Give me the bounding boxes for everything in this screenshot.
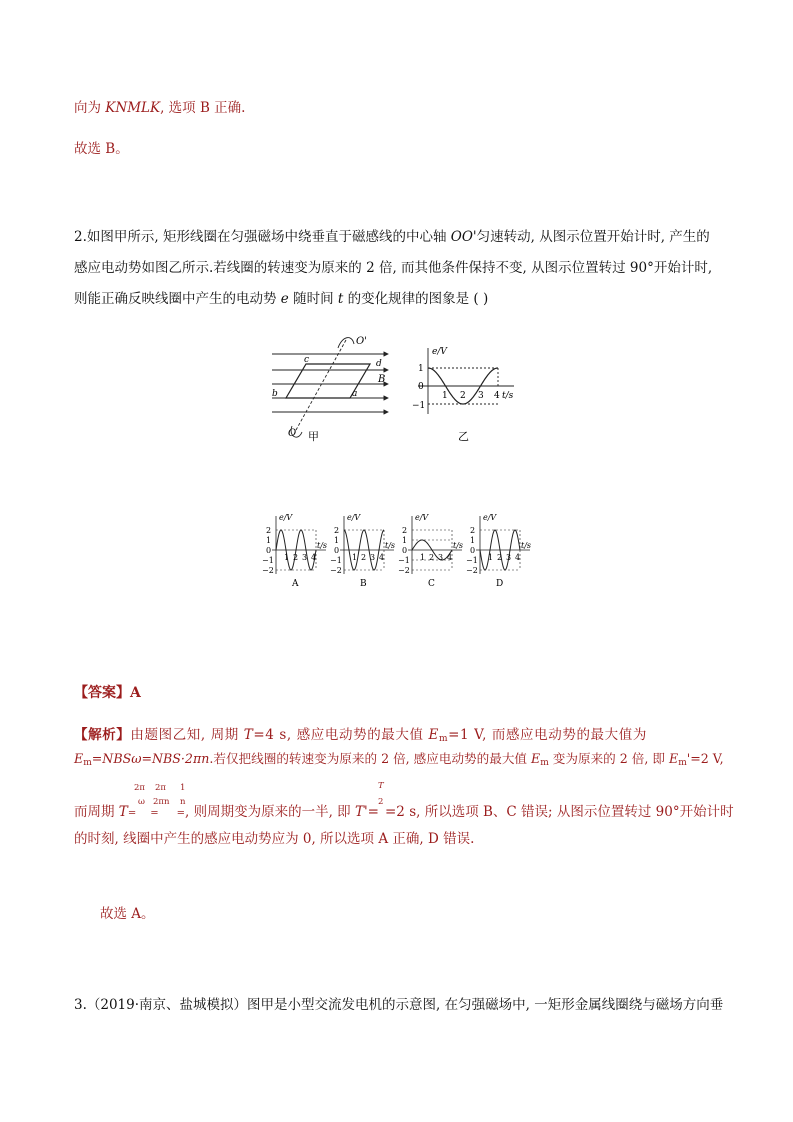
rotation-axis: [296, 340, 346, 430]
ytick-label: 2: [470, 526, 476, 535]
analysis-line-3: 而周期 T= = =, 则周期变为原来的一半, 即 T'= =2 s, 所以选项 B、C 错误; 从图示位置转过 90°开始计时: [74, 804, 734, 820]
ylabel: e/V: [483, 513, 497, 522]
xlabel: t/s: [317, 541, 328, 550]
yi-xtick-4: 4: [494, 391, 500, 401]
xtick-label: 4: [447, 553, 453, 562]
yi-ytick-1: 1: [418, 364, 424, 374]
ytick-label: −1: [466, 556, 478, 565]
option-letter: A: [292, 579, 299, 589]
xtick-label: 3: [438, 553, 444, 562]
analysis-line-4: 的时刻, 线圈中产生的感应电动势应为 0, 所以选项 A 正确, D 错误.: [74, 831, 475, 847]
frac-2pin: 2πn: [153, 797, 170, 807]
figure-jia: [268, 332, 394, 446]
xtick-label: 2: [429, 553, 435, 562]
frac-n: n: [180, 797, 186, 807]
xtick-label: 3: [370, 553, 376, 562]
ytick-label: 0: [266, 546, 272, 555]
ytick-label: 1: [334, 536, 340, 545]
ytick-label: 1: [402, 536, 408, 545]
corner-c: c: [304, 355, 310, 365]
figure-yi: [408, 340, 520, 448]
xtick-label: 1: [420, 553, 426, 562]
corner-d: d: [376, 359, 382, 369]
question-3-line-1: 3.（2019·南京、盐城模拟）图甲是小型交流发电机的示意图, 在匀强磁场中, 一矩形金属线圈绕与磁场方向垂: [74, 997, 724, 1013]
ytick-label: 2: [402, 526, 408, 535]
frac-T: T: [378, 781, 384, 791]
corner-a: a: [352, 389, 358, 399]
frac-2: 2: [378, 797, 384, 807]
analysis-line-1: 【解析】由题图乙知, 周期 T=4 s, 感应电动势的最大值 $E_m=1$ V, 而感应电动势的最大值为: [74, 727, 647, 744]
ytick-label: −2: [330, 566, 342, 575]
yi-xtick-1: 1: [442, 391, 448, 401]
ytick-label: −1: [330, 556, 342, 565]
ytick-label: 1: [266, 536, 272, 545]
yi-ylabel: e/V: [432, 347, 447, 357]
ytick-label: 2: [334, 526, 340, 535]
conclusion: 故选 A。: [100, 906, 155, 922]
ytick-label: −1: [398, 556, 410, 565]
analysis-line-2: $E_m=NBS\omega=NBS\cdot 2\pi n$.若仅把线圈的转速变为原来的 2 倍, 感应电动势的最大值 $E_m$ 变为原来的 2 倍, 即 $E_m'=2$ V,: [74, 751, 724, 768]
question-2-line-3: 则能正确反映线圈中产生的电动势 e 随时间 t 的变化规律的图象是 ( ): [74, 291, 489, 307]
frac-2pi-top-a: 2π: [134, 783, 145, 793]
xtick-label: 2: [497, 553, 503, 562]
option-letter: C: [428, 579, 435, 589]
prev-answer-line: 向为 KNMLK, 选项 B 正确.: [74, 100, 246, 116]
option-b-graph: [330, 510, 398, 594]
option-letter: B: [360, 579, 367, 589]
question-2-line-2: 感应电动势如图乙所示.若线圈的转速变为原来的 2 倍, 而其他条件保持不变, 从图示位置转过 90°开始计时,: [74, 260, 713, 276]
ytick-label: 0: [402, 546, 408, 555]
figure-yi-label: 乙: [458, 430, 469, 443]
xtick-label: 2: [293, 553, 299, 562]
ytick-label: −2: [262, 566, 274, 575]
yi-xtick-3: 3: [478, 391, 484, 401]
option-c-graph: [398, 510, 466, 594]
yi-ytick-0: 0: [418, 382, 424, 392]
option-d-graph: [466, 510, 534, 594]
xtick-label: 4: [515, 553, 521, 562]
xtick-label: 2: [361, 553, 367, 562]
label-o-prime: O': [356, 336, 367, 347]
ytick-label: −1: [262, 556, 274, 565]
xtick-label: 1: [488, 553, 494, 562]
ytick-label: 0: [334, 546, 340, 555]
prev-conclusion: 故选 B。: [74, 141, 129, 157]
answer-options: [262, 510, 532, 596]
yi-ytick-neg1: −1: [412, 401, 426, 411]
yi-xtick-2: 2: [460, 391, 466, 401]
ylabel: e/V: [415, 513, 429, 522]
yi-xlabel: t/s: [502, 391, 514, 401]
xlabel: t/s: [521, 541, 532, 550]
coil-rectangle: [286, 364, 370, 398]
option-letter: D: [496, 579, 504, 589]
xlabel: t/s: [385, 541, 396, 550]
frac-one: 1: [180, 783, 186, 793]
ytick-label: 2: [266, 526, 272, 535]
xtick-label: 4: [379, 553, 385, 562]
ylabel: e/V: [279, 513, 293, 522]
xtick-label: 4: [311, 553, 317, 562]
ytick-label: −2: [398, 566, 410, 575]
ylabel: e/V: [347, 513, 361, 522]
label-o: O: [288, 428, 297, 439]
rotation-arrow-top: [338, 338, 354, 348]
answer-line: 【答案】A: [74, 685, 141, 701]
ytick-label: 0: [470, 546, 476, 555]
question-2-line-1: 2.如图甲所示, 矩形线圈在匀强磁场中绕垂直于磁感线的中心轴 OO'匀速转动, 从图示位置开始计时, 产生的: [74, 229, 710, 245]
frac-2pi-top-b: 2π: [155, 783, 166, 793]
xtick-label: 1: [352, 553, 358, 562]
ytick-label: 1: [470, 536, 476, 545]
field-label-b: B: [378, 374, 386, 385]
xtick-label: 3: [506, 553, 512, 562]
xlabel: t/s: [453, 541, 464, 550]
figure-jia-label: 甲: [308, 430, 319, 443]
option-a-graph: [262, 510, 330, 594]
xtick-label: 1: [284, 553, 290, 562]
xtick-label: 3: [302, 553, 308, 562]
corner-b: b: [272, 389, 278, 399]
frac-omega: ω: [138, 797, 145, 807]
ytick-label: −2: [466, 566, 478, 575]
